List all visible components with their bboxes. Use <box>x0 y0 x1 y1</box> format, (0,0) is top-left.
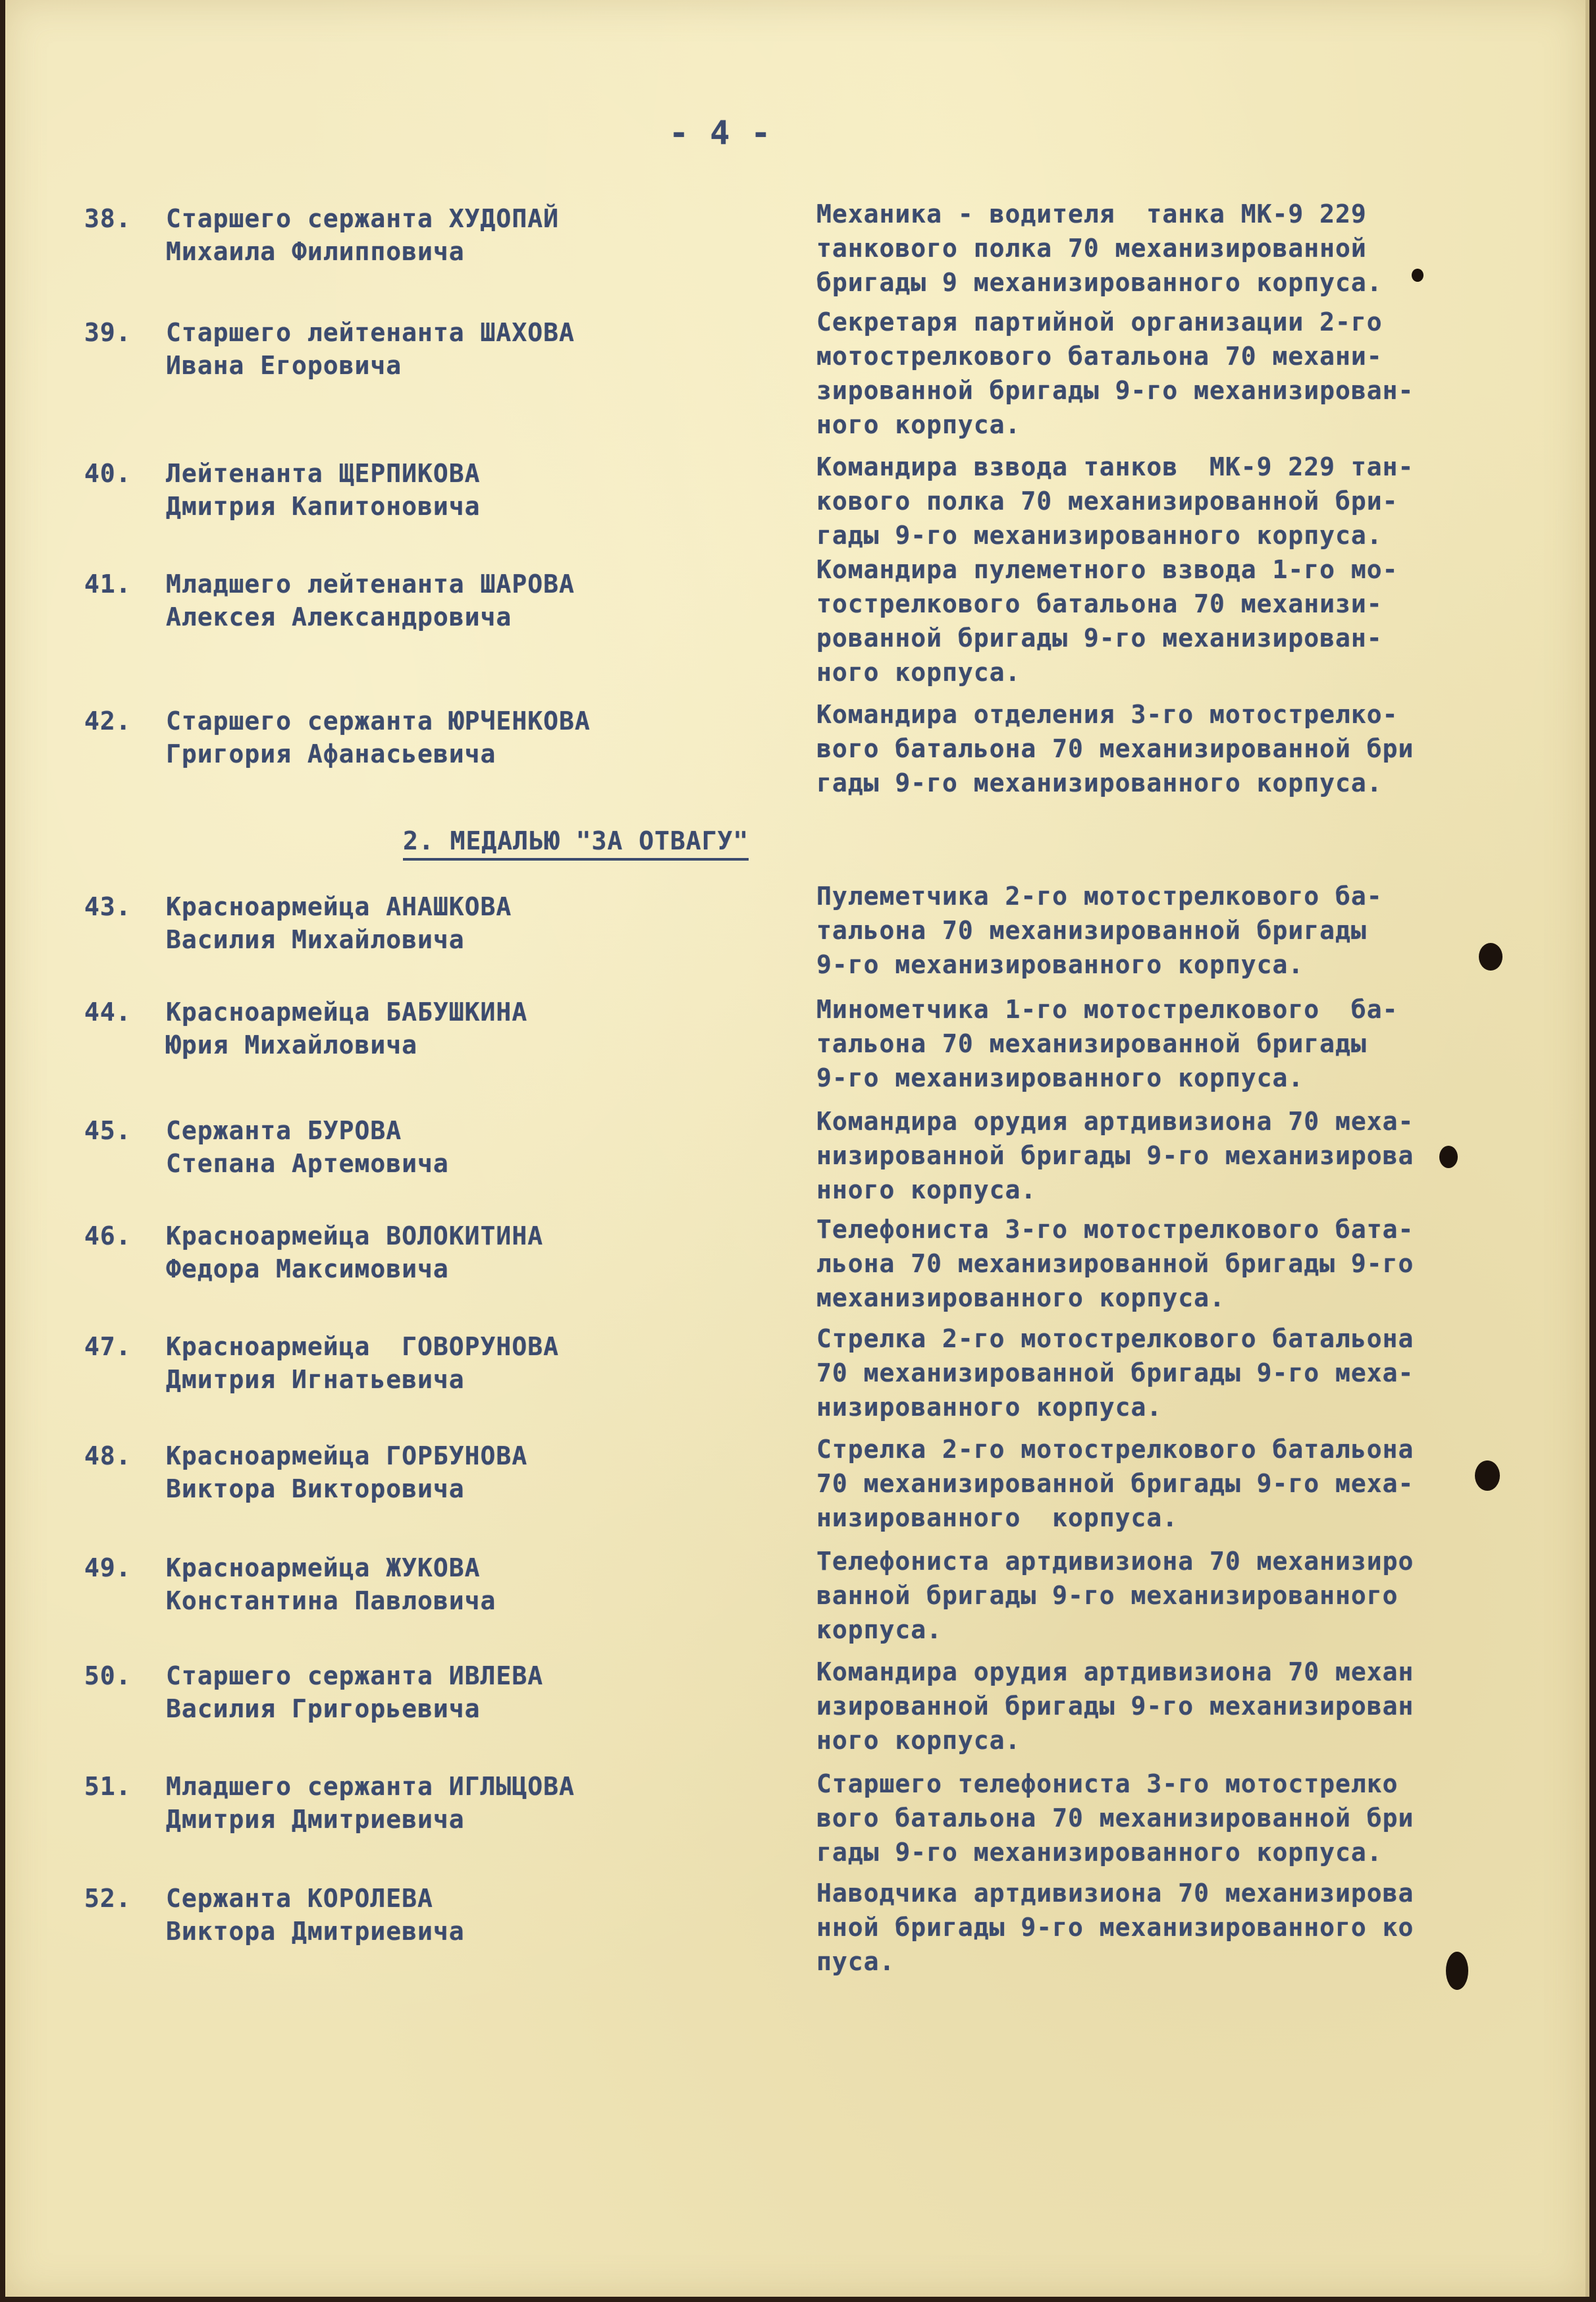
punch-hole <box>1439 1146 1458 1168</box>
entry-position-line: тострелкового батальона 70 механизи- <box>816 589 1383 618</box>
document-sheet <box>5 0 1589 2297</box>
entry-rank-surname: Красноармейца ВОЛОКИТИНА <box>166 1221 544 1250</box>
section-heading-text: 2. МЕДАЛЬЮ "ЗА ОТВАГУ" <box>403 826 749 861</box>
entry-position-line: изированной бригады 9-го механизирован <box>816 1692 1414 1721</box>
entry-position-line: зированной бригады 9-го механизирован- <box>816 376 1414 405</box>
entry-number: 52. <box>84 1884 132 1913</box>
entry-position-line: рованной бригады 9-го механизирован- <box>816 624 1383 653</box>
entry-given-names: Григория Афанасьевича <box>166 739 496 768</box>
section-heading <box>403 823 749 859</box>
entry-given-names: Константина Павловича <box>166 1586 496 1615</box>
entry-position-line: Наводчика артдивизиона 70 механизирова <box>816 1879 1414 1908</box>
entry-number: 45. <box>84 1116 132 1145</box>
entry-position-line: Минометчика 1-го мотострелкового ба- <box>816 995 1398 1024</box>
entry-position-line: Командира отделения 3-го мотострелко- <box>816 700 1398 729</box>
entry-rank-surname: Красноармейца ГОРБУНОВА <box>166 1441 528 1470</box>
entry-rank-surname: Красноармейца ЖУКОВА <box>166 1553 481 1582</box>
entry-position-line: низированного корпуса. <box>816 1503 1179 1532</box>
entry-position-line: гады 9-го механизированного корпуса. <box>816 1838 1383 1867</box>
entry-position-line: льона 70 механизированной бригады 9-го <box>816 1249 1414 1278</box>
entry-given-names: Степана Артемовича <box>166 1149 449 1178</box>
entry-position-line: Секретаря партийной организации 2-го <box>816 308 1383 336</box>
entry-given-names: Федора Максимовича <box>166 1254 449 1283</box>
entry-number: 38. <box>84 204 132 233</box>
entry-position-line: ного корпуса. <box>816 658 1021 687</box>
entry-position-line: нного корпуса. <box>816 1175 1037 1204</box>
page-number: - 4 - <box>669 114 772 152</box>
entry-position-line: ванной бригады 9-го механизированного <box>816 1581 1398 1610</box>
entry-position-line: мотострелкового батальона 70 механи- <box>816 342 1383 371</box>
entry-position-line: кового полка 70 механизированной бри- <box>816 487 1398 516</box>
entry-position-line: Механика - водителя танка МК-9 229 <box>816 200 1367 228</box>
entry-position-line: 9-го механизированного корпуса. <box>816 950 1304 979</box>
entry-number: 50. <box>84 1661 132 1690</box>
entry-position-line: низированного корпуса. <box>816 1393 1163 1422</box>
entry-number: 44. <box>84 998 132 1027</box>
entry-given-names: Виктора Дмитриевича <box>166 1917 465 1946</box>
entry-given-names: Ивана Егоровича <box>166 351 402 380</box>
entry-position-line: тальона 70 механизированной бригады <box>816 1029 1367 1058</box>
entry-number: 43. <box>84 892 132 921</box>
entry-rank-surname: Сержанта БУРОВА <box>166 1116 402 1145</box>
entry-number: 48. <box>84 1441 132 1470</box>
entry-rank-surname: Красноармейца БАБУШКИНА <box>166 998 528 1027</box>
entry-number: 46. <box>84 1221 132 1250</box>
entry-position-line: ного корпуса. <box>816 1726 1021 1755</box>
entry-position-line: Пулеметчика 2-го мотострелкового ба- <box>816 882 1383 911</box>
entry-number: 41. <box>84 570 132 599</box>
entry-position-line: бригады 9 механизированного корпуса. <box>816 268 1383 297</box>
entry-position-line: Стрелка 2-го мотострелкового батальона <box>816 1324 1414 1353</box>
entry-position-line: Стрелка 2-го мотострелкового батальона <box>816 1435 1414 1464</box>
entry-position-line: гады 9-го механизированного корпуса. <box>816 768 1383 797</box>
entry-given-names: Юрия Михайловича <box>166 1031 418 1059</box>
entry-rank-surname: Младшего лейтенанта ШАРОВА <box>166 570 575 599</box>
entry-position-line: 70 механизированной бригады 9-го меха- <box>816 1358 1414 1387</box>
entry-position-line: Командира орудия артдивизиона 70 механ <box>816 1657 1414 1686</box>
entry-given-names: Дмитрия Игнатьевича <box>166 1365 465 1394</box>
entry-given-names: Виктора Викторовича <box>166 1474 465 1503</box>
entry-position-line: Телефониста артдивизиона 70 механизиро <box>816 1547 1414 1576</box>
entry-number: 51. <box>84 1772 132 1801</box>
entry-position-line: 9-го механизированного корпуса. <box>816 1063 1304 1092</box>
punch-hole <box>1479 943 1503 971</box>
entry-position-line: механизированного корпуса. <box>816 1283 1225 1312</box>
entry-number: 49. <box>84 1553 132 1582</box>
punch-hole <box>1412 269 1423 282</box>
entry-given-names: Алексея Александровича <box>166 602 512 631</box>
punch-hole <box>1446 1952 1468 1990</box>
entry-given-names: Дмитрия Дмитриевича <box>166 1805 465 1834</box>
entry-number: 40. <box>84 459 132 488</box>
entry-rank-surname: Сержанта КОРОЛЕВА <box>166 1884 433 1913</box>
entry-rank-surname: Старшего сержанта ЮРЧЕНКОВА <box>166 707 591 736</box>
entry-position-line: тальона 70 механизированной бригады <box>816 916 1367 945</box>
entry-position-line: 70 механизированной бригады 9-го меха- <box>816 1469 1414 1498</box>
entry-position-line: вого батальона 70 механизированной бри <box>816 734 1414 763</box>
entry-position-line: Старшего телефониста 3-го мотострелко <box>816 1769 1398 1798</box>
punch-hole <box>1475 1460 1500 1491</box>
entry-position-line: Командира пулеметного взвода 1-го мо- <box>816 555 1398 584</box>
entry-rank-surname: Старшего сержанта ИВЛЕВА <box>166 1661 544 1690</box>
entry-position-line: вого батальона 70 механизированной бри <box>816 1804 1414 1833</box>
entry-rank-surname: Старшего лейтенанта ШАХОВА <box>166 318 575 347</box>
entry-number: 47. <box>84 1332 132 1361</box>
entry-number: 39. <box>84 318 132 347</box>
entry-position-line: Телефониста 3-го мотострелкового бата- <box>816 1215 1414 1244</box>
entry-position-line: танкового полка 70 механизированной <box>816 234 1367 263</box>
entry-position-line: пуса. <box>816 1947 895 1976</box>
entry-given-names: Василия Михайловича <box>166 925 465 954</box>
entry-position-line: нной бригады 9-го механизированного ко <box>816 1913 1414 1942</box>
entry-rank-surname: Лейтенанта ЩЕРПИКОВА <box>166 459 481 488</box>
entry-rank-surname: Красноармейца АНАШКОВА <box>166 892 512 921</box>
entry-given-names: Михаила Филипповича <box>166 237 465 266</box>
entry-position-line: корпуса. <box>816 1615 943 1644</box>
entry-number: 42. <box>84 707 132 736</box>
entry-position-line: Командира орудия артдивизиона 70 меха- <box>816 1107 1414 1136</box>
entry-rank-surname: Младшего сержанта ИГЛЫЦОВА <box>166 1772 575 1801</box>
entry-rank-surname: Красноармейца ГОВОРУНОВА <box>166 1332 559 1361</box>
entry-given-names: Василия Григорьевича <box>166 1694 481 1723</box>
entry-position-line: Командира взвода танков МК-9 229 тан- <box>816 452 1414 481</box>
entry-position-line: гады 9-го механизированного корпуса. <box>816 521 1383 550</box>
entry-position-line: низированной бригады 9-го механизирова <box>816 1141 1414 1170</box>
entry-position-line: ного корпуса. <box>816 410 1021 439</box>
entry-rank-surname: Старшего сержанта ХУДОПАЙ <box>166 204 559 233</box>
entry-given-names: Дмитрия Капитоновича <box>166 492 481 521</box>
